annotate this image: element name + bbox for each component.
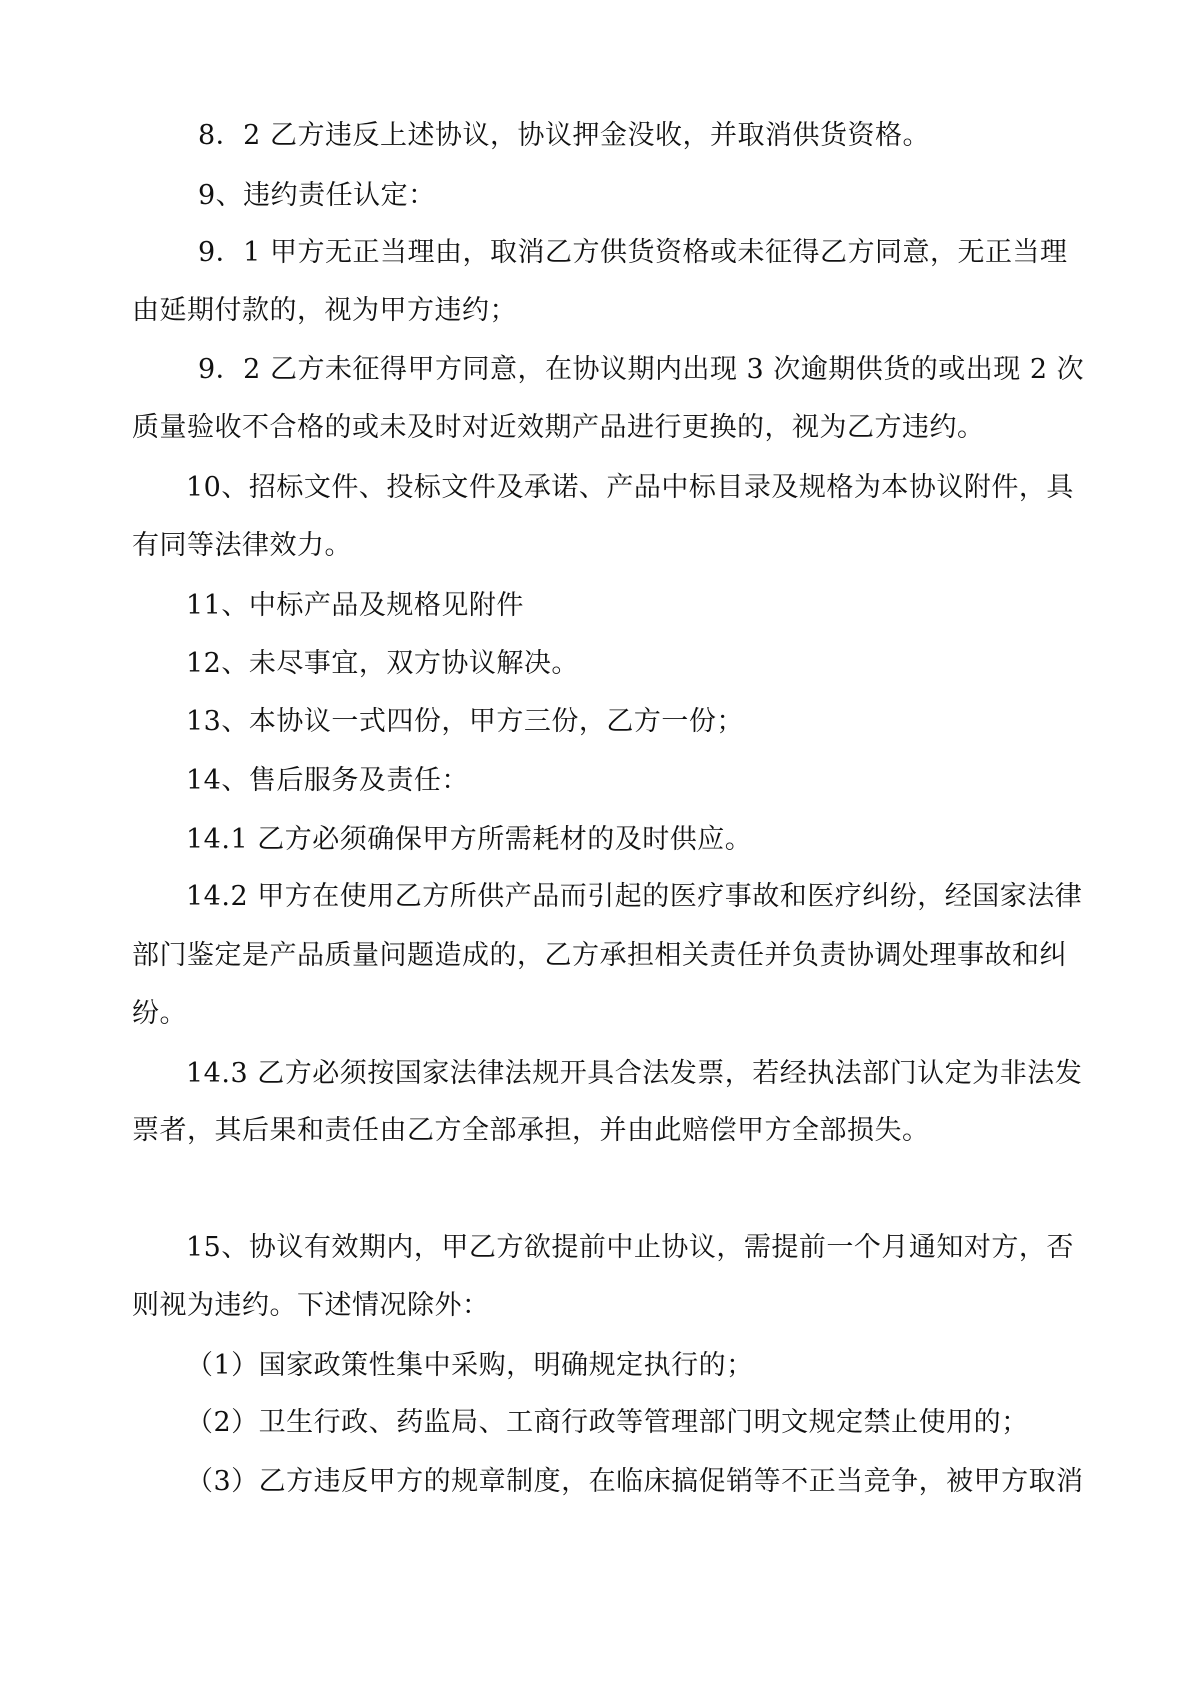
clause-8-2: 8．2 乙方违反上述协议，协议押金没收，并取消供货资格。	[198, 120, 930, 151]
clause-9-1-line-1: 9．1 甲方无正当理由，取消乙方供货资格或未征得乙方同意，无正当理	[198, 237, 1068, 268]
clause-9-1-line-2: 由延期付款的，视为甲方违约；	[132, 295, 517, 326]
clause-14-2-line-2: 部门鉴定是产品质量问题造成的，乙方承担相关责任并负责协调处理事故和纠	[132, 940, 1067, 971]
clause-14-1: 14.1 乙方必须确保甲方所需耗材的及时供应。	[186, 824, 753, 855]
clause-15-item-3: （3）乙方违反甲方的规章制度，在临床搞促销等不正当竞争，被甲方取消	[186, 1466, 1084, 1497]
clause-14-3-line-1: 14.3 乙方必须按国家法律法规开具合法发票，若经执法部门认定为非法发	[186, 1058, 1083, 1089]
clause-15-line-1: 15、协议有效期内，甲乙方欲提前中止协议，需提前一个月通知对方，否	[186, 1232, 1074, 1263]
clause-13: 13、本协议一式四份，甲方三份，乙方一份；	[186, 706, 744, 737]
clause-14-heading: 14、售后服务及责任：	[186, 765, 469, 796]
clause-15-line-2: 则视为违约。下述情况除外：	[132, 1290, 490, 1321]
clause-14-2-line-3: 纷。	[132, 998, 187, 1029]
clause-10-line-2: 有同等法律效力。	[132, 530, 352, 561]
clause-10-line-1: 10、招标文件、投标文件及承诺、产品中标目录及规格为本协议附件，具	[186, 472, 1074, 503]
clause-15-item-2: （2）卫生行政、药监局、工商行政等管理部门明文规定禁止使用的；	[186, 1407, 1029, 1438]
clause-14-2-line-1: 14.2 甲方在使用乙方所供产品而引起的医疗事故和医疗纠纷，经国家法律	[186, 881, 1083, 912]
clause-11: 11、中标产品及规格见附件	[186, 590, 524, 621]
clause-14-3-line-2: 票者，其后果和责任由乙方全部承担，并由此赔偿甲方全部损失。	[132, 1115, 930, 1146]
clause-9-2-line-1: 9．2 乙方未征得甲方同意，在协议期内出现 3 次逾期供货的或出现 2 次	[198, 354, 1085, 385]
clause-9-heading: 9、违约责任认定：	[198, 180, 436, 211]
clause-15-item-1: （1）国家政策性集中采购，明确规定执行的；	[186, 1350, 754, 1381]
clause-12: 12、未尽事宜，双方协议解决。	[186, 648, 579, 679]
clause-9-2-line-2: 质量验收不合格的或未及时对近效期产品进行更换的，视为乙方违约。	[132, 412, 985, 443]
